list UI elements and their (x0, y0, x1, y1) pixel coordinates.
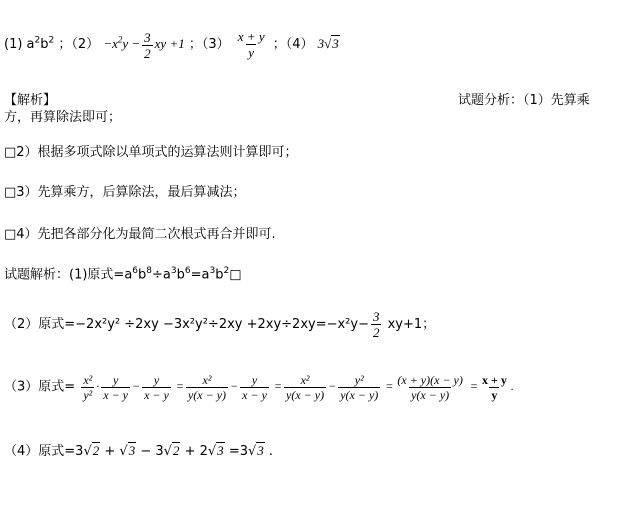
analysis-line2: 方，再算除法即可； (4, 110, 122, 125)
answer-3-fraction (236, 30, 267, 59)
sqrt-icon: √ (119, 444, 128, 459)
sol1-start: (1)原式=a (69, 267, 133, 283)
solution-1-line (4, 267, 242, 281)
var: b (176, 267, 185, 283)
answer-2-post: xy +1 (154, 36, 185, 51)
fraction-denominator: y(x − y) (340, 388, 379, 402)
fraction-numerator: (x + y)(x − y) (397, 373, 463, 387)
eq: =3 (228, 444, 248, 459)
fraction-denominator: y(x − y) (411, 388, 450, 402)
fraction (186, 374, 228, 401)
fraction (240, 374, 269, 401)
fraction (284, 374, 326, 401)
fraction-denominator: x − y (144, 388, 169, 402)
sqrt-icon: √ (324, 36, 332, 51)
eq: =a (190, 267, 210, 283)
radicand: 2 (172, 443, 180, 458)
minus: − 3 (136, 444, 164, 459)
minus: − (328, 379, 337, 394)
fraction (142, 374, 171, 401)
exp: 8 (146, 266, 153, 276)
answer-1-text: (1) a (4, 37, 35, 52)
answer-2-mid: y − (122, 36, 141, 51)
separator: ；（4） (272, 37, 314, 52)
fraction (338, 374, 380, 401)
eq: = (175, 379, 184, 394)
answer-4-coef: 3 (317, 36, 325, 51)
exp: 2 (223, 266, 230, 276)
fraction-numerator: y (112, 373, 119, 387)
fraction-numerator: y (251, 373, 258, 387)
fraction-numerator: 3 (144, 29, 151, 45)
sol3-label: （3）原式= (4, 379, 76, 395)
sol3-expression (79, 373, 514, 402)
answer-4 (318, 36, 340, 51)
fraction-denominator: x − y (242, 388, 267, 402)
end-box: □ (229, 267, 242, 283)
solution-label: 试题解析： (4, 267, 70, 283)
minus: − (230, 379, 239, 394)
eq: = (385, 379, 394, 394)
sol2-post: xy+1； (383, 317, 436, 332)
sol4-label: （4）原式=3 (4, 444, 84, 459)
radicand: 3 (257, 443, 264, 458)
period: . (268, 444, 274, 459)
fraction-numerator: x + y (481, 373, 507, 387)
step-2: □2）根据多项式除以单项式的运算法则计算即可； (4, 145, 298, 160)
fraction-denominator: y² (83, 388, 93, 402)
var: b (215, 267, 224, 283)
answer-2 (103, 29, 185, 61)
fraction-denominator: 2 (372, 325, 380, 340)
fraction (480, 374, 509, 401)
fraction (395, 374, 464, 401)
exp: 3 (209, 266, 216, 276)
fraction-denominator: y (248, 45, 255, 60)
analysis-right-text: 试题分析：（1）先算乘 (458, 93, 590, 108)
solution-4-line (4, 444, 273, 458)
exp: 6 (132, 266, 139, 276)
fraction-denominator: x − y (103, 388, 128, 402)
period: . (510, 379, 514, 394)
plus: + 2 (180, 444, 208, 459)
fraction-numerator: y² (354, 373, 364, 387)
sol2-fraction (371, 310, 382, 339)
sqrt-icon: √ (163, 444, 172, 459)
exp: 6 (184, 266, 191, 276)
answer-1-exp2: 2 (48, 35, 55, 46)
fraction-numerator: 3 (372, 309, 380, 324)
fraction-denominator: y(x − y) (187, 388, 227, 402)
fraction-numerator: x² (202, 373, 212, 387)
fraction (81, 374, 94, 401)
analysis-title: 【解析】 (4, 93, 57, 108)
var: b (138, 267, 147, 283)
fraction-numerator: x² (83, 373, 93, 387)
step-4: □4）先把各部分化为最简二次根式再合并即可. (4, 227, 276, 242)
step-3: □3）先算乘方，后算除法，最后算减法； (4, 185, 246, 200)
sqrt-icon: √ (207, 444, 217, 459)
dot: · (96, 379, 100, 394)
fraction-numerator: x² (300, 373, 310, 387)
answer-2-pre: −x (103, 36, 118, 51)
solution-2-line (4, 310, 435, 339)
answers-line (4, 30, 340, 60)
answer-2-exp: 2 (117, 34, 123, 45)
fraction-numerator: x + y (237, 29, 265, 44)
fraction-numerator: y (153, 373, 160, 387)
separator: ；（2） (58, 37, 100, 52)
fraction-denominator: y(x − y) (286, 388, 325, 402)
sqrt-icon: √ (83, 444, 92, 459)
fraction (101, 374, 130, 401)
sol2-pre: （2）原式=−2x²y² ÷2xy −3x²y²÷2xy +2xy÷2xy=−x²y− (4, 317, 369, 332)
answer-2-fraction (142, 31, 153, 60)
plus: + (100, 444, 120, 459)
answer-1 (4, 37, 54, 52)
exp: 3 (170, 266, 177, 276)
sqrt-icon: √ (247, 444, 257, 459)
radicand: 3 (128, 443, 136, 458)
answer-1-exp: 2 (34, 35, 41, 46)
radicand: 3 (332, 36, 339, 51)
eq: = (273, 379, 283, 394)
minus: − (132, 379, 141, 394)
fraction-denominator: y (491, 388, 498, 402)
answer-1-b: b (40, 37, 49, 52)
fraction-denominator: 2 (144, 45, 151, 61)
radicand: 3 (217, 443, 224, 458)
solution-3-line (4, 374, 514, 401)
separator: ；（3） (188, 37, 230, 52)
eq: = (469, 379, 478, 394)
div: ÷a (152, 267, 171, 283)
radicand: 2 (92, 443, 100, 458)
